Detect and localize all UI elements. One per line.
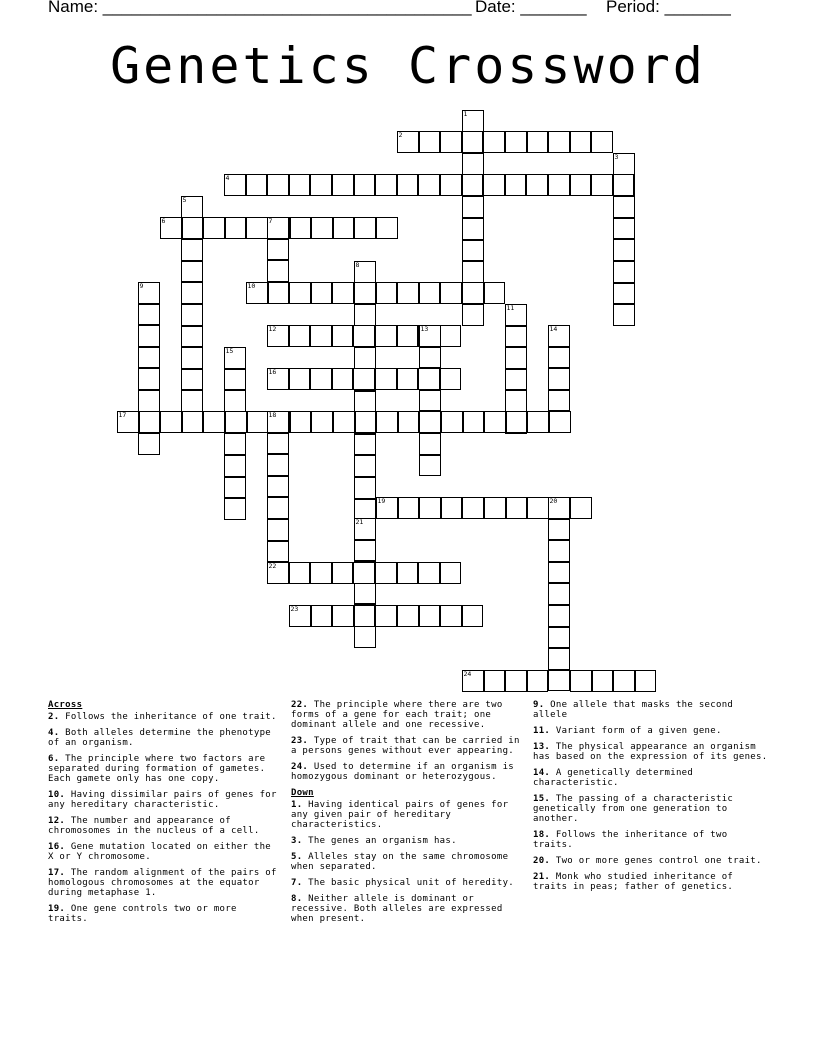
grid-cell[interactable] xyxy=(440,131,462,153)
grid-cell[interactable] xyxy=(289,282,311,304)
clue-number: 1. xyxy=(291,800,303,810)
clue-text: The principle where there are two forms of a gene for each trait; one dominant allele and one recessive. xyxy=(291,700,503,730)
grid-cell[interactable] xyxy=(484,670,506,692)
grid-cell[interactable] xyxy=(375,605,397,627)
clue-text: The principle where two factors are separated during formation of gametes. Each gamete only has one copy. xyxy=(48,754,266,784)
clue-item xyxy=(291,878,521,888)
grid-cell[interactable] xyxy=(419,131,441,153)
grid-cell[interactable] xyxy=(548,670,570,692)
grid-cell[interactable] xyxy=(376,217,398,239)
grid-cell[interactable] xyxy=(397,605,419,627)
clue-text: Having dissimilar pairs of genes for any hereditary characteristic. xyxy=(48,790,277,810)
across-heading: Across xyxy=(48,700,83,710)
grid-cell[interactable] xyxy=(613,670,635,692)
cell-number: 19 xyxy=(377,497,386,505)
grid-cell[interactable] xyxy=(397,562,419,584)
clue-item xyxy=(291,852,521,872)
grid-cell[interactable] xyxy=(354,282,376,304)
grid-cell[interactable] xyxy=(506,497,528,519)
grid-cell[interactable] xyxy=(289,562,311,584)
grid-cell[interactable] xyxy=(267,433,289,455)
grid-cell[interactable] xyxy=(419,347,441,369)
cell-number: 2 xyxy=(398,131,403,139)
down-heading: Down xyxy=(291,788,314,798)
grid-cell[interactable] xyxy=(181,239,203,261)
clue-number: 11. xyxy=(533,726,551,736)
grid-cell[interactable] xyxy=(440,368,462,390)
clue-number: 10. xyxy=(48,790,66,800)
grid-cell[interactable] xyxy=(333,411,355,433)
clue-text: Monk who studied inheritance of traits in peas; father of genetics. xyxy=(533,872,734,892)
grid-cell[interactable] xyxy=(483,174,505,196)
grid-cell[interactable] xyxy=(440,562,462,584)
cell-number: 9 xyxy=(139,282,144,290)
grid-cell[interactable] xyxy=(591,131,613,153)
grid-cell[interactable] xyxy=(354,583,376,605)
grid-cell[interactable] xyxy=(181,261,203,283)
grid-cell[interactable] xyxy=(224,390,246,412)
cell-number: 5 xyxy=(182,196,187,204)
grid-cell[interactable] xyxy=(289,368,311,390)
grid-cell[interactable] xyxy=(332,282,354,304)
grid-cell[interactable] xyxy=(375,368,397,390)
grid-cell[interactable] xyxy=(505,174,527,196)
grid-cell[interactable] xyxy=(462,240,484,262)
cell-number: 1 xyxy=(463,110,468,118)
grid-cell[interactable] xyxy=(527,497,549,519)
clue-text: The physical appearance an organism has based on the expression of its genes. xyxy=(533,742,768,762)
clue-item xyxy=(48,790,280,810)
cell-number: 14 xyxy=(549,325,558,333)
grid-cell[interactable] xyxy=(548,347,570,369)
grid-cell[interactable] xyxy=(267,497,289,519)
grid-cell[interactable] xyxy=(224,455,246,477)
grid-cell[interactable] xyxy=(548,583,570,605)
clue-text: The random alignment of the pairs of homologous chromosomes at the equator during metaphase 1. xyxy=(48,868,277,898)
grid-cell[interactable] xyxy=(267,260,289,282)
cell-number: 13 xyxy=(420,325,429,333)
grid-cell[interactable] xyxy=(246,217,268,239)
cell-number: 3 xyxy=(614,153,619,161)
cell-number: 10 xyxy=(247,282,256,290)
clue-number: 23. xyxy=(291,736,309,746)
grid-cell[interactable] xyxy=(419,605,441,627)
grid-cell[interactable] xyxy=(592,670,614,692)
clue-number: 24. xyxy=(291,762,309,772)
grid-cell[interactable] xyxy=(311,411,333,433)
grid-cell[interactable] xyxy=(224,477,246,499)
clue-text: Both alleles determine the phenotype of an organism. xyxy=(48,728,272,748)
grid-cell[interactable] xyxy=(441,411,463,433)
grid-cell[interactable] xyxy=(613,218,635,240)
grid-cell[interactable] xyxy=(332,325,354,347)
clue-text: Variant form of a given gene. xyxy=(555,726,722,736)
clue-item xyxy=(533,872,768,892)
clue-text: Follows the inheritance of two traits. xyxy=(533,830,728,850)
clue-column-2 xyxy=(291,700,521,930)
period-field-label[interactable]: Period: _______ xyxy=(606,0,731,16)
clue-item xyxy=(533,700,768,720)
grid-cell[interactable] xyxy=(440,605,462,627)
grid-cell[interactable] xyxy=(440,325,462,347)
cell-number: 24 xyxy=(463,670,472,678)
grid-cell[interactable] xyxy=(139,411,161,433)
grid-cell[interactable] xyxy=(527,670,549,692)
clue-number: 7. xyxy=(291,878,303,888)
grid-cell[interactable] xyxy=(247,411,269,433)
grid-cell[interactable] xyxy=(548,368,570,390)
grid-cell[interactable] xyxy=(138,304,160,326)
cell-number: 21 xyxy=(355,518,364,526)
grid-cell[interactable] xyxy=(289,325,311,347)
clue-number: 15. xyxy=(533,794,551,804)
clue-text: Two or more genes control one trait. xyxy=(555,856,762,866)
grid-cell[interactable] xyxy=(635,670,657,692)
grid-cell[interactable] xyxy=(418,562,440,584)
grid-cell[interactable] xyxy=(462,261,484,283)
grid-cell[interactable] xyxy=(332,368,354,390)
clue-text: Follows the inheritance of one trait. xyxy=(65,712,277,722)
grid-cell[interactable] xyxy=(591,174,613,196)
grid-cell[interactable] xyxy=(224,369,246,391)
clue-column-1 xyxy=(48,700,280,930)
grid-cell[interactable] xyxy=(419,433,441,455)
grid-cell[interactable] xyxy=(267,239,289,261)
clue-number: 4. xyxy=(48,728,60,738)
grid-cell[interactable] xyxy=(462,605,484,627)
grid-cell[interactable] xyxy=(548,131,570,153)
clue-column-3 xyxy=(533,700,768,898)
grid-cell[interactable] xyxy=(506,411,528,433)
grid-cell[interactable] xyxy=(354,455,376,477)
grid-cell[interactable] xyxy=(613,261,635,283)
grid-cell[interactable] xyxy=(138,368,160,390)
clue-text: Alleles stay on the same chromosome when separated. xyxy=(291,852,509,872)
grid-cell[interactable] xyxy=(289,174,311,196)
grid-cell[interactable] xyxy=(484,282,506,304)
grid-cell[interactable] xyxy=(181,282,203,304)
clue-number: 12. xyxy=(48,816,66,826)
clue-number: 2. xyxy=(48,712,60,722)
grid-cell[interactable] xyxy=(548,174,570,196)
clue-item xyxy=(48,816,280,836)
clue-text: Neither allele is dominant or recessive. Both alleles are expressed when present. xyxy=(291,894,503,924)
grid-cell[interactable] xyxy=(354,605,376,627)
grid-cell[interactable] xyxy=(613,239,635,261)
clue-number: 20. xyxy=(533,856,551,866)
grid-cell[interactable] xyxy=(505,347,527,369)
grid-cell[interactable] xyxy=(354,477,376,499)
grid-cell[interactable] xyxy=(290,411,312,433)
grid-cell[interactable] xyxy=(267,174,289,196)
grid-cell[interactable] xyxy=(310,368,332,390)
cell-number: 17 xyxy=(118,411,127,419)
grid-cell[interactable] xyxy=(570,670,592,692)
grid-cell[interactable] xyxy=(332,605,354,627)
grid-cell[interactable] xyxy=(333,217,355,239)
clue-number: 6. xyxy=(48,754,60,764)
grid-cell[interactable] xyxy=(418,174,440,196)
grid-cell[interactable] xyxy=(484,497,506,519)
clue-item xyxy=(533,794,768,824)
cell-number: 18 xyxy=(268,411,277,419)
clue-item xyxy=(48,842,280,862)
grid-cell[interactable] xyxy=(224,433,246,455)
grid-cell[interactable] xyxy=(311,217,333,239)
grid-cell[interactable] xyxy=(462,174,484,196)
clue-text: One allele that masks the second allele xyxy=(533,700,734,720)
page-title: Genetics Crossword xyxy=(110,37,706,95)
grid-cell[interactable] xyxy=(526,174,548,196)
grid-cell[interactable] xyxy=(484,411,506,433)
grid-cell[interactable] xyxy=(225,217,247,239)
clue-item xyxy=(291,762,521,782)
grid-cell[interactable] xyxy=(138,325,160,347)
grid-cell[interactable] xyxy=(419,282,441,304)
clue-text: The passing of a characteristic genetically from one generation to another. xyxy=(533,794,734,824)
grid-cell[interactable] xyxy=(548,648,570,670)
clue-text: The number and appearance of chromosomes in the nucleus of a cell. xyxy=(48,816,260,836)
grid-cell[interactable] xyxy=(354,217,376,239)
grid-cell[interactable] xyxy=(203,411,225,433)
grid-cell[interactable] xyxy=(355,411,377,433)
grid-cell[interactable] xyxy=(418,368,440,390)
clue-item xyxy=(48,868,280,898)
grid-cell[interactable] xyxy=(376,411,398,433)
clue-item xyxy=(48,754,280,784)
grid-cell[interactable] xyxy=(397,368,419,390)
grid-cell[interactable] xyxy=(613,174,635,196)
clue-number: 13. xyxy=(533,742,551,752)
grid-cell[interactable] xyxy=(138,347,160,369)
cell-number: 7 xyxy=(268,217,273,225)
grid-cell[interactable] xyxy=(549,411,571,433)
grid-cell[interactable] xyxy=(267,541,289,563)
cell-number: 23 xyxy=(290,605,299,613)
grid-cell[interactable] xyxy=(398,411,420,433)
cell-number: 22 xyxy=(268,562,277,570)
grid-cell[interactable] xyxy=(505,326,527,348)
grid-cell[interactable] xyxy=(375,174,397,196)
clue-text: Used to determine if an organism is homozygous dominant or heterozygous. xyxy=(291,762,515,782)
grid-cell[interactable] xyxy=(440,282,462,304)
cell-number: 15 xyxy=(225,347,234,355)
grid-cell[interactable] xyxy=(160,411,182,433)
grid-cell[interactable] xyxy=(505,390,527,412)
grid-cell[interactable] xyxy=(570,497,592,519)
clue-number: 21. xyxy=(533,872,551,882)
grid-cell[interactable] xyxy=(138,390,160,412)
grid-cell[interactable] xyxy=(310,325,332,347)
grid-cell[interactable] xyxy=(138,433,160,455)
grid-cell[interactable] xyxy=(570,174,592,196)
grid-cell[interactable] xyxy=(224,498,246,520)
clue-text: The basic physical unit of heredity. xyxy=(308,878,515,888)
cell-number: 6 xyxy=(161,217,166,225)
clue-number: 16. xyxy=(48,842,66,852)
grid-cell[interactable] xyxy=(505,131,527,153)
clue-item xyxy=(533,856,768,866)
grid-cell[interactable] xyxy=(505,670,527,692)
grid-cell[interactable] xyxy=(354,174,376,196)
grid-cell[interactable] xyxy=(311,282,333,304)
grid-cell[interactable] xyxy=(267,476,289,498)
grid-cell[interactable] xyxy=(310,562,332,584)
grid-cell[interactable] xyxy=(441,497,463,519)
grid-cell[interactable] xyxy=(613,283,635,305)
clue-item xyxy=(48,904,280,924)
clue-text: Having identical pairs of genes for any given pair of hereditary characteristics. xyxy=(291,800,509,830)
clue-item xyxy=(291,700,521,730)
grid-cell[interactable] xyxy=(181,347,203,369)
clue-item xyxy=(533,830,768,850)
grid-cell[interactable] xyxy=(375,562,397,584)
grid-cell[interactable] xyxy=(203,217,225,239)
grid-cell[interactable] xyxy=(181,390,203,412)
date-field-label[interactable]: Date: _______ xyxy=(475,0,587,16)
grid-cell[interactable] xyxy=(548,562,570,584)
grid-cell[interactable] xyxy=(353,325,375,347)
grid-cell[interactable] xyxy=(548,540,570,562)
clue-item xyxy=(291,836,521,846)
clue-number: 9. xyxy=(533,700,545,710)
clue-item xyxy=(291,736,521,756)
cell-number: 11 xyxy=(506,304,515,312)
grid-cell[interactable] xyxy=(354,304,376,326)
grid-cell[interactable] xyxy=(419,497,441,519)
grid-cell[interactable] xyxy=(181,326,203,348)
grid-cell[interactable] xyxy=(181,369,203,391)
grid-cell[interactable] xyxy=(505,369,527,391)
cell-number: 4 xyxy=(225,174,230,182)
clue-item xyxy=(533,726,768,736)
clue-number: 18. xyxy=(533,830,551,840)
grid-cell[interactable] xyxy=(353,368,375,390)
grid-cell[interactable] xyxy=(290,217,312,239)
clue-item xyxy=(533,768,768,788)
grid-cell[interactable] xyxy=(353,562,375,584)
grid-cell[interactable] xyxy=(354,434,376,456)
clue-item xyxy=(48,728,280,748)
grid-cell[interactable] xyxy=(267,454,289,476)
grid-cell[interactable] xyxy=(354,499,376,521)
grid-cell[interactable] xyxy=(182,217,204,239)
clue-text: Type of trait that can be carried in a persons genes without ever appearing. xyxy=(291,736,520,756)
grid-cell[interactable] xyxy=(613,196,635,218)
cell-number: 12 xyxy=(268,325,277,333)
grid-cell[interactable] xyxy=(570,131,592,153)
clue-item xyxy=(291,894,521,924)
grid-cell[interactable] xyxy=(397,325,419,347)
cell-number: 8 xyxy=(355,261,360,269)
grid-cell[interactable] xyxy=(462,131,484,153)
clue-item xyxy=(291,800,521,830)
grid-cell[interactable] xyxy=(397,174,419,196)
grid-cell[interactable] xyxy=(613,304,635,326)
grid-cell[interactable] xyxy=(354,540,376,562)
grid-cell[interactable] xyxy=(268,282,290,304)
grid-cell[interactable] xyxy=(354,347,376,369)
grid-cell[interactable] xyxy=(246,174,268,196)
clue-text: Gene mutation located on either the X or Y chromosome. xyxy=(48,842,272,862)
clue-text: A genetically determined characteristic. xyxy=(533,768,694,788)
grid-cell[interactable] xyxy=(463,411,485,433)
grid-cell[interactable] xyxy=(398,497,420,519)
name-field-label[interactable]: Name: _______________________________________ xyxy=(48,0,472,16)
grid-cell[interactable] xyxy=(375,325,397,347)
clue-number: 14. xyxy=(533,768,551,778)
clue-item xyxy=(48,712,280,722)
grid-cell[interactable] xyxy=(548,519,570,541)
clue-text: The genes an organism has. xyxy=(308,836,457,846)
clue-number: 22. xyxy=(291,700,309,710)
grid-cell[interactable] xyxy=(440,174,462,196)
grid-cell[interactable] xyxy=(548,627,570,649)
grid-cell[interactable] xyxy=(462,196,484,218)
grid-cell[interactable] xyxy=(548,605,570,627)
grid-cell[interactable] xyxy=(311,605,333,627)
grid-cell[interactable] xyxy=(354,391,376,413)
grid-cell[interactable] xyxy=(419,411,441,433)
grid-cell[interactable] xyxy=(527,411,549,433)
clue-text: One gene controls two or more traits. xyxy=(48,904,237,924)
clue-item xyxy=(533,742,768,762)
grid-cell[interactable] xyxy=(419,455,441,477)
grid-cell[interactable] xyxy=(397,282,419,304)
grid-cell[interactable] xyxy=(225,411,247,433)
grid-cell[interactable] xyxy=(483,131,505,153)
clue-number: 19. xyxy=(48,904,66,914)
grid-cell[interactable] xyxy=(419,390,441,412)
grid-cell[interactable] xyxy=(354,626,376,648)
grid-cell[interactable] xyxy=(182,411,204,433)
cell-number: 20 xyxy=(549,497,558,505)
grid-cell[interactable] xyxy=(462,304,484,326)
grid-cell[interactable] xyxy=(462,497,484,519)
clue-number: 8. xyxy=(291,894,303,904)
grid-cell[interactable] xyxy=(376,282,398,304)
clue-number: 3. xyxy=(291,836,303,846)
grid-cell[interactable] xyxy=(181,304,203,326)
grid-cell[interactable] xyxy=(332,174,354,196)
grid-cell[interactable] xyxy=(548,390,570,412)
grid-cell[interactable] xyxy=(267,519,289,541)
grid-cell[interactable] xyxy=(310,174,332,196)
clue-number: 5. xyxy=(291,852,303,862)
clue-number: 17. xyxy=(48,868,66,878)
grid-cell[interactable] xyxy=(462,153,484,175)
grid-cell[interactable] xyxy=(332,562,354,584)
grid-cell[interactable] xyxy=(527,131,549,153)
cell-number: 16 xyxy=(268,368,277,376)
grid-cell[interactable] xyxy=(462,218,484,240)
grid-cell[interactable] xyxy=(462,282,484,304)
